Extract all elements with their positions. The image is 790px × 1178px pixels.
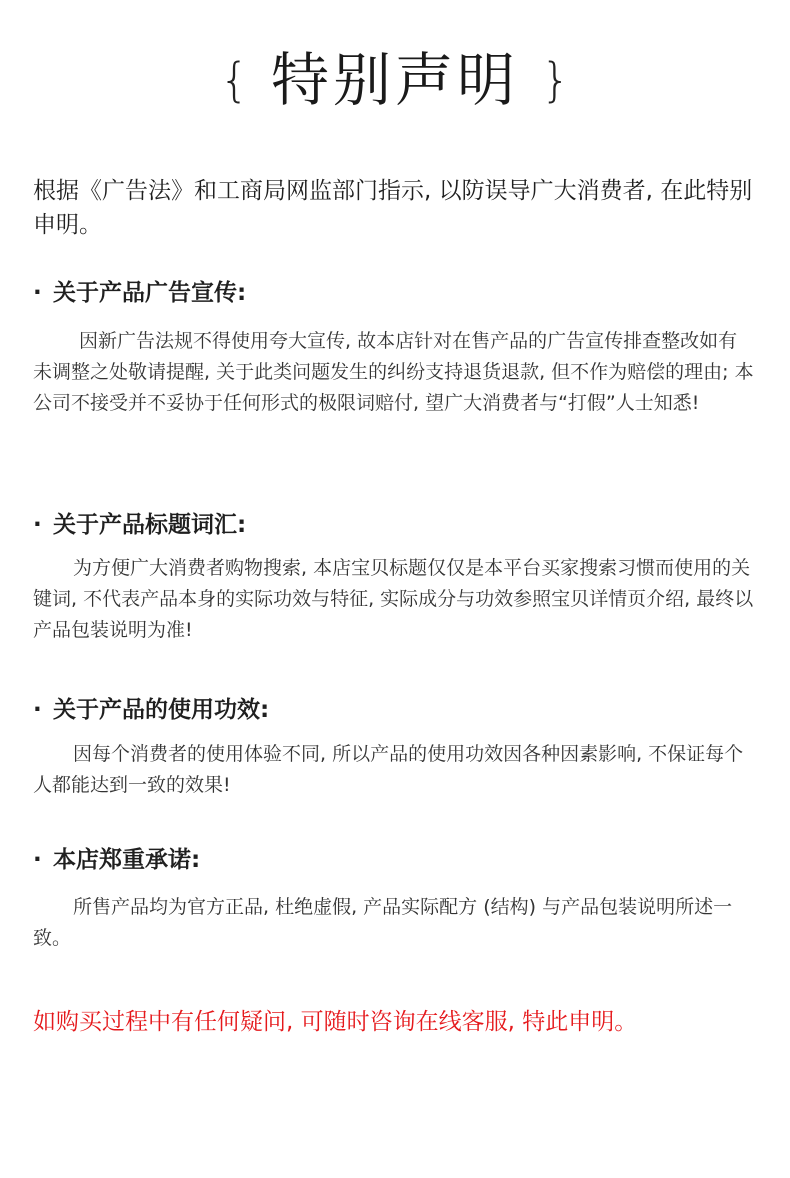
- section-heading-text: 关于产品广告宣传:: [53, 280, 247, 306]
- section-heading-promise: [33, 845, 753, 875]
- page-header: [0, 40, 790, 120]
- section-heading-title-keywords: [33, 510, 753, 540]
- section-body-text: 因新广告法规不得使用夸大宣传, 故本店针对在售产品的广告宣传排查整改如有未调整之处敬请提醒, 关于此类问题发生的纠纷支持退货退款, 但不作为赔偿的理由; 本公司不接受并不妥协于任何形式的极限词赔付, 望广大消费者与“打假”人士知悉!: [33, 330, 754, 414]
- section-body-efficacy: [33, 739, 755, 801]
- section-heading-text: 关于产品的使用功效:: [53, 697, 270, 723]
- bullet-icon: ·: [33, 512, 42, 538]
- intro-paragraph: 根据《广告法》和工商局网监部门指示, 以防误导广大消费者, 在此特别申明。: [33, 178, 753, 238]
- bullet-icon: ·: [33, 697, 42, 723]
- right-brace-decoration: }: [541, 53, 571, 107]
- section-body-title-keywords: [33, 553, 755, 646]
- section-heading-text: 关于产品标题词汇:: [53, 512, 247, 538]
- section-body-text: 为方便广大消费者购物搜索, 本店宝贝标题仅仅是本平台买家搜索习惯而使用的关键词, 不代表产品本身的实际功效与特征, 实际成分与功效参照宝贝详情页介绍, 最终以产品包装说明为准!: [33, 557, 754, 641]
- section-heading-advertising: [33, 278, 753, 308]
- section-body-text: 所售产品均为官方正品, 杜绝虚假, 产品实际配方 (结构) 与产品包装说明所述一致。: [33, 896, 733, 949]
- customer-service-notice: 如购买过程中有任何疑问, 可随时咨询在线客服, 特此申明。: [33, 1009, 638, 1035]
- section-body-advertising: [33, 326, 755, 419]
- bullet-icon: ·: [33, 847, 42, 873]
- section-body-text: 因每个消费者的使用体验不同, 所以产品的使用功效因各种因素影响, 不保证每个人都能达到一致的效果!: [33, 743, 744, 796]
- section-heading-text: 本店郑重承诺:: [53, 847, 201, 873]
- section-heading-efficacy: [33, 695, 753, 725]
- page-title: 特别声明: [270, 46, 519, 114]
- left-brace-decoration: {: [219, 53, 249, 107]
- section-body-promise: [33, 892, 755, 954]
- bullet-icon: ·: [33, 280, 42, 306]
